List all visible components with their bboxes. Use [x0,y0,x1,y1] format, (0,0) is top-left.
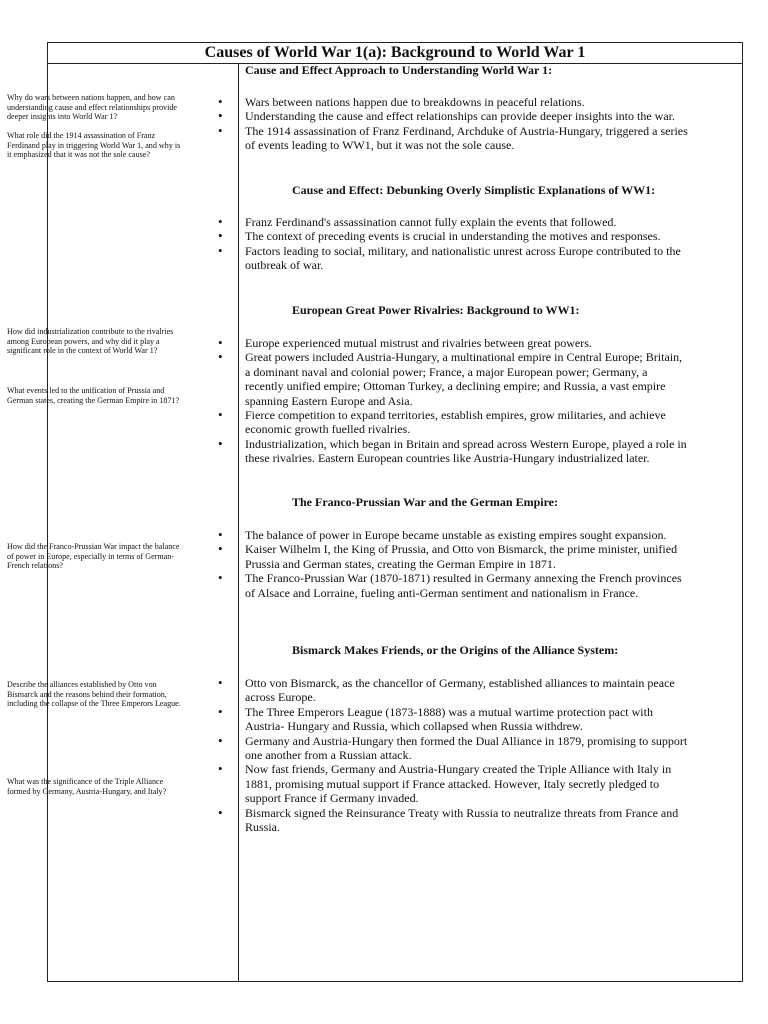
question-6: Describe the alliances established by Otto von Bismarck and the reasons behind their formation, including the collapse of the Three Emperors League. [7,680,181,709]
bullet-item: • Fierce competition to expand territories, establish empires, grow militaries, and achieve economic growth fuelled rivalries. [218,408,688,437]
bullet-item: • Great powers included Austria-Hungary, a multinational empire in Central Europe; Britain, a dominant naval and colonial power; France, a major European power; Germany, a recently unified empire; Ottoman Turkey, a declining empire; and Russia, a vast empire spanning Eastern Europe and Asia. [218,350,688,408]
question-2: What role did the 1914 assassination of Franz Ferdinand play in triggering World War 1, and why is it emphasized that it was not the sole cause? [7,131,181,160]
bullet-item: • The Three Emperors League (1873-1888) was a mutual wartime protection pact with Austria- Hungary and Russia, which collapsed when Russia withdrew. [218,705,688,734]
question-7: What was the significance of the Triple Alliance formed by Germany, Austria-Hungary, and Italy? [7,777,167,796]
bullet-item: • Otto von Bismarck, as the chancellor of Germany, established alliances to maintain peace across Europe. [218,676,688,705]
bullet-item: • Bismarck signed the Reinsurance Treaty with Russia to neutralize threats from France and Russia. [218,806,688,835]
bullet-item: • The Franco-Prussian War (1870-1871) resulted in Germany annexing the French provinces of Alsace and Lorraine, fueling anti-German sentiment and nationalism in France. [218,571,688,600]
bullet-item: • Understanding the cause and effect relationships can provide deeper insights into the war. [218,109,688,123]
bullet-item: • Germany and Austria-Hungary then formed the Dual Alliance in 1879, promising to support one another from a Russian attack. [218,734,688,763]
section-heading: Cause and Effect: Debunking Overly Simplistic Explanations of WW1: [292,183,656,197]
bullet-list [218,528,688,600]
bullet-item: • Wars between nations happen due to breakdowns in peaceful relations. [218,95,688,109]
bullet-item: • Factors leading to social, military, and nationalistic unrest across Europe contributed to the outbreak of war. [218,244,688,273]
bullet-list [218,95,688,153]
section-heading: European Great Power Rivalries: Background to WW1: [292,303,580,317]
bullet-list [218,215,688,273]
question-5: How did the Franco-Prussian War impact the balance of power in Europe, especially in terms of German-French relations? [7,542,180,571]
bullet-item: • The context of preceding events is crucial in understanding the motives and responses. [218,229,688,243]
bullet-item: • The balance of power in Europe became unstable as existing empires sought expansion. [218,528,688,542]
bullet-item: • Now fast friends, Germany and Austria-Hungary created the Triple Alliance with Italy in 1881, promising mutual support if France attacked. However, Italy secretly pledged to support France if Germany invaded. [218,762,688,805]
bullet-item: • Industrialization, which began in Britain and spread across Western Europe, played a role in these rivalries. Eastern European countries like Austria-Hungary industrialized later. [218,437,688,466]
page-title: Causes of World War 1(a): Background to World War 1 [48,43,742,64]
bullet-item: • Kaiser Wilhelm I, the King of Prussia, and Otto von Bismarck, the prime minister, unified Prussia and German states, creating the German Empire in 1871. [218,542,688,571]
bullet-list [218,676,688,834]
section-heading: The Franco-Prussian War and the German Empire: [292,495,559,509]
question-1: Why do wars between nations happen, and how can understanding cause and effect relationships provide deeper insights into World War 1? [7,93,177,122]
bullet-item: • Europe experienced mutual mistrust and rivalries between great powers. [218,336,688,350]
question-4: What events led to the unification of Prussia and German states, creating the German Empire in 1871? [7,386,180,405]
section-heading: Cause and Effect Approach to Understanding World War 1: [245,63,553,77]
bullet-list [218,336,688,466]
bullet-item: • Franz Ferdinand's assassination cannot fully explain the events that followed. [218,215,688,229]
section-heading: Bismarck Makes Friends, or the Origins of the Alliance System: [292,643,619,657]
question-3: How did industrialization contribute to the rivalries among European powers, and why did it play a significant role in the context of World War 1? [7,327,174,356]
bullet-item: • The 1914 assassination of Franz Ferdinand, Archduke of Austria-Hungary, triggered a series of events leading to WW1, but it was not the sole cause. [218,124,688,153]
column-divider [238,64,239,982]
